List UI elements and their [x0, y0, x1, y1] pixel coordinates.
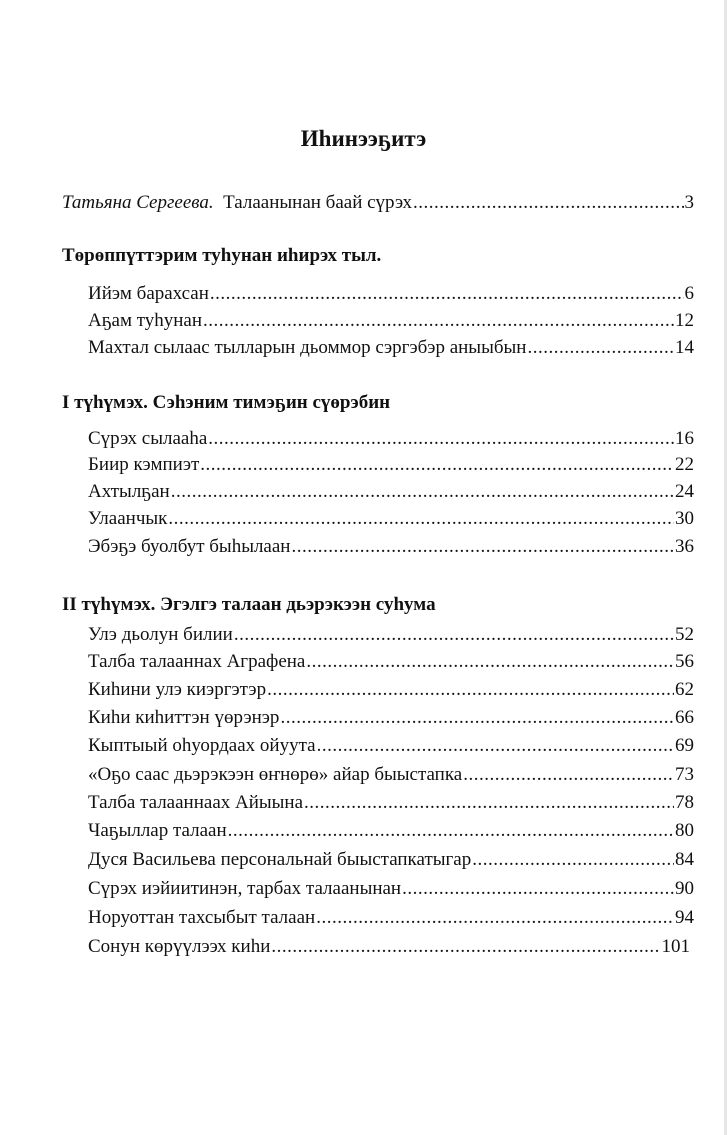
leader-dots [210, 283, 684, 305]
toc-entry [88, 450, 694, 476]
entry-title: Сүрэх иэйиитинэн, тарбах талаанынан [88, 878, 402, 899]
entry-page: 94 [675, 907, 694, 928]
leader-dots [463, 764, 674, 786]
entry-page: 12 [675, 310, 694, 331]
page-title: Иһинээҕитэ [300, 126, 427, 151]
entry-title: Улэ дьолун билии [88, 624, 233, 645]
leader-dots [316, 907, 674, 929]
leader-dots [413, 192, 684, 214]
leader-dots [527, 337, 674, 359]
entry-title: Талба талааннаах Айыына [88, 792, 304, 813]
entry-page: 14 [675, 337, 694, 358]
leader-dots [280, 707, 674, 729]
leader-dots [200, 454, 674, 476]
entry-page: 24 [675, 481, 694, 502]
entry-page: 78 [675, 792, 694, 813]
toc-entry [88, 903, 694, 929]
entry-title: Махтал сылаас тылларын дьоммор сэргэбэр аныыбын [88, 337, 527, 358]
entry-page: 73 [675, 764, 694, 785]
entry-page: 84 [675, 849, 694, 870]
toc-entry [88, 874, 694, 900]
toc-entry [88, 647, 694, 673]
entry-title: Сүрэх сылааһа [88, 428, 208, 449]
leader-dots [234, 624, 674, 646]
leader-dots [291, 536, 674, 558]
toc-entry [88, 504, 694, 530]
entry-page: 16 [675, 428, 694, 449]
entry-title: Кыптыый оһуордаах ойуута [88, 735, 316, 756]
entry-title: Чаҕыллар талаан [88, 820, 227, 841]
entry-page: 22 [675, 454, 694, 475]
entry-title: Киһини улэ киэргэтэр [88, 679, 267, 700]
entry-author: Татьяна Сергеева. [62, 192, 214, 213]
entry-page: 101 [661, 936, 690, 957]
entry-page: 52 [675, 624, 694, 645]
entry-title: Дуся Васильева персональнай быыстапкатыгар [88, 849, 472, 870]
toc-entry [88, 703, 694, 729]
toc-entry [88, 306, 694, 332]
entry-page: 56 [675, 651, 694, 672]
entry-page: 3 [684, 192, 694, 213]
entry-title: «Оҕо саас дьэрэкээн өҥнөрө» айар быыстапка [88, 764, 463, 785]
leader-dots [271, 936, 660, 958]
entry-page: 6 [684, 283, 694, 304]
toc-entry [88, 477, 694, 503]
leader-dots [306, 651, 674, 673]
entry-title: Киһи киһиттэн үөрэнэр [88, 707, 280, 728]
toc-entry [88, 788, 694, 814]
toc-entry [88, 424, 694, 450]
section-heading: II түһүмэх. Эгэлгэ талаан дьэрэкээн суһума [62, 594, 436, 615]
entry-page: 62 [675, 679, 694, 700]
leader-dots [267, 679, 674, 701]
entry-page: 69 [675, 735, 694, 756]
leader-dots [228, 820, 674, 842]
toc-entry [88, 279, 694, 305]
leader-dots [317, 735, 674, 757]
leader-dots [472, 849, 674, 871]
leader-dots [171, 481, 674, 503]
entry-title: Сонун көрүүлээх киһи [88, 936, 271, 957]
entry-page: 80 [675, 820, 694, 841]
entry-title: Талба талааннах Аграфена [88, 651, 306, 672]
entry-page: 66 [675, 707, 694, 728]
section-heading: I түһүмэх. Сэһэним тимэҕин сүөрэбин [62, 392, 391, 413]
entry-page: 36 [675, 536, 694, 557]
leader-dots [203, 310, 674, 332]
leader-dots [208, 428, 674, 450]
toc-entry-intro [62, 188, 694, 214]
toc-entry [88, 620, 694, 646]
toc-entry [88, 731, 694, 757]
section-heading: Төрөппүттэрим туһунан иһирэх тыл. [62, 245, 382, 266]
leader-dots [304, 792, 674, 814]
entry-title: Улаанчык [88, 508, 168, 529]
entry-page: 90 [675, 878, 694, 899]
toc-entry [88, 845, 694, 871]
entry-title: Аҕам туһунан [88, 310, 203, 331]
toc-entry [88, 760, 694, 786]
entry-title: Эбэҕэ буолбут быһылаан [88, 536, 291, 557]
entry-title: Биир кэмпиэт [88, 454, 200, 475]
toc-entry [88, 816, 694, 842]
entry-title: Норуоттан тахсыбыт талаан [88, 907, 316, 928]
toc-entry [88, 932, 690, 958]
entry-title: Ийэм барахсан [88, 283, 209, 304]
entry-page: 30 [675, 508, 694, 529]
toc-entry [88, 333, 694, 359]
leader-dots [402, 878, 674, 900]
toc-entry [88, 532, 694, 558]
toc-entry [88, 675, 694, 701]
entry-title: Талаанынан баай сүрэх [223, 192, 412, 213]
leader-dots [168, 508, 674, 530]
entry-title: Ахтылҕан [88, 481, 170, 502]
